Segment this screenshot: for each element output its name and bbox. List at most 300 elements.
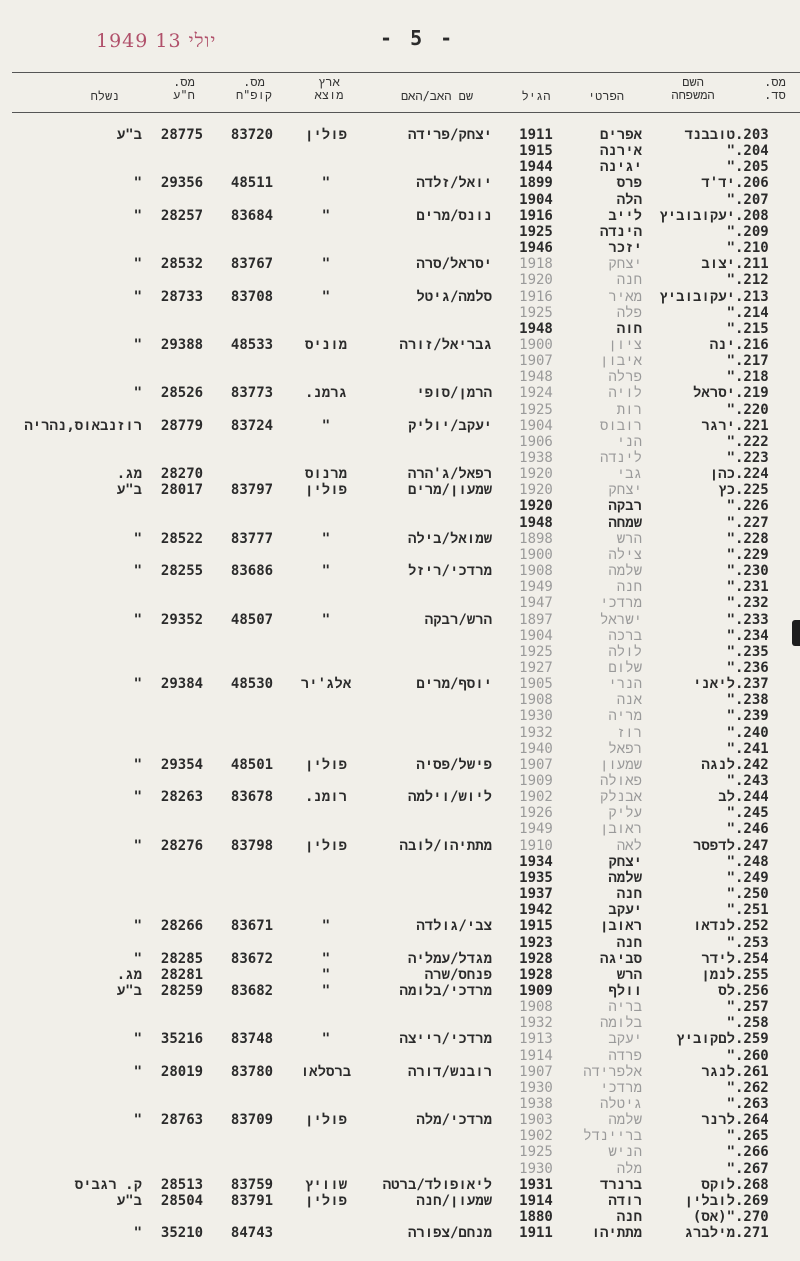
kupah-number-cell: 48511 <box>230 175 274 192</box>
serial-cell: .225 <box>735 482 769 499</box>
serial-cell: .229 <box>735 546 769 563</box>
surname-cell: " <box>726 821 735 838</box>
serial-cell: .236 <box>735 659 769 676</box>
kupah-number-cell: 83767 <box>230 256 274 273</box>
surname-cell: לנדאו <box>692 918 735 935</box>
given-name-cell: אירנה <box>599 143 642 160</box>
hi-number-cell: 28513 <box>160 1176 204 1193</box>
serial-cell: .259 <box>735 1031 769 1048</box>
birth-year-cell: 1940 <box>519 740 553 757</box>
table-row <box>0 1177 800 1193</box>
surname-cell: " <box>726 886 735 903</box>
surname-cell: " <box>726 934 735 951</box>
edge-tear-mark <box>792 620 800 646</box>
table-row <box>0 741 800 757</box>
serial-cell: .220 <box>735 401 769 418</box>
kupah-number-cell: 83780 <box>230 1063 274 1080</box>
table-row <box>0 175 800 191</box>
birth-year-cell: 1904 <box>519 417 553 434</box>
given-name-cell: ברנרד <box>599 1176 642 1193</box>
given-name-cell: הרש <box>616 966 642 983</box>
birth-year-cell: 1925 <box>519 304 553 321</box>
serial-cell: .232 <box>735 595 769 612</box>
parents-cell: מנחם/צפורה <box>407 1225 492 1242</box>
table-row <box>0 353 800 369</box>
origin-cell: " <box>321 288 331 305</box>
hi-number-cell: 28259 <box>160 982 204 999</box>
sent-to-cell: " <box>133 756 142 773</box>
serial-cell: .223 <box>735 450 769 466</box>
given-name-cell: מרדכי <box>599 1079 642 1096</box>
hi-number-cell: 28257 <box>160 207 204 224</box>
serial-cell: .216 <box>735 336 769 353</box>
serial-cell: .219 <box>735 385 769 402</box>
birth-year-cell: 1908 <box>519 563 553 580</box>
kupah-number-cell: 83671 <box>230 918 274 935</box>
table-row <box>0 482 800 498</box>
serial-cell: .268 <box>735 1176 769 1193</box>
birth-year-cell: 1897 <box>519 611 553 628</box>
surname-cell: יעקובוביץ <box>659 288 735 305</box>
sent-to-cell: " <box>133 1112 142 1129</box>
surname-cell: " <box>726 659 735 676</box>
sent-to-cell: " <box>133 563 142 580</box>
hi-number-cell: 28779 <box>160 417 204 434</box>
origin-cell: " <box>321 950 331 967</box>
kupah-number-cell: 84743 <box>230 1225 274 1242</box>
given-name-cell: חנה <box>616 1209 642 1226</box>
serial-cell: .212 <box>735 272 769 289</box>
serial-cell: .228 <box>735 530 769 547</box>
table-row <box>0 1161 800 1177</box>
sent-to-cell: " <box>133 207 142 224</box>
given-name-cell: יעקב <box>608 1031 642 1048</box>
serial-cell: .207 <box>735 191 769 208</box>
serial-cell: .230 <box>735 563 769 580</box>
parents-cell: צבי/גולדה <box>416 918 492 935</box>
birth-year-cell: 1925 <box>519 401 553 418</box>
kupah-number-cell: 48501 <box>230 756 274 773</box>
table-row <box>0 385 800 401</box>
table-row <box>0 789 800 805</box>
parents-cell: רובנש/דורה <box>407 1063 492 1080</box>
kupah-number-cell: 83684 <box>230 207 274 224</box>
surname-cell: לנגר <box>701 1063 735 1080</box>
table-row <box>0 805 800 821</box>
surname-cell: " <box>726 223 735 240</box>
surname-cell: לב <box>718 789 735 806</box>
given-name-cell: מאיר <box>608 288 642 305</box>
given-name-cell: לולה <box>608 643 642 660</box>
birth-year-cell: 1911 <box>519 1225 553 1242</box>
surname-cell: " <box>726 433 735 450</box>
surname-cell: לדפסר <box>692 837 735 854</box>
origin-cell: " <box>321 563 331 580</box>
serial-cell: .213 <box>735 288 769 305</box>
table-row <box>0 967 800 983</box>
surname-cell: לנגה <box>701 756 735 773</box>
given-name-cell: ישראל <box>599 611 642 628</box>
serial-cell: .227 <box>735 514 769 531</box>
serial-cell: .246 <box>735 821 769 838</box>
parents-cell: מתתיהו/לובה <box>399 837 492 854</box>
parents-cell: הרמן/סופי <box>416 385 492 402</box>
given-name-cell: יצחק <box>608 256 642 273</box>
kupah-number-cell: 83678 <box>230 789 274 806</box>
origin-cell: " <box>321 966 331 983</box>
birth-year-cell: 1880 <box>519 1209 553 1226</box>
sent-to-cell: " <box>133 288 142 305</box>
sent-to-cell: " <box>133 950 142 967</box>
sent-to-cell: " <box>133 1063 142 1080</box>
given-name-cell: יזכר <box>608 240 642 257</box>
parents-cell: מרדכי/מלה <box>416 1112 492 1129</box>
table-row <box>0 660 800 676</box>
surname-cell: " <box>726 724 735 741</box>
parents-cell: פישל/פסיה <box>416 756 492 773</box>
given-name-cell: גבי <box>616 466 642 483</box>
serial-cell: .231 <box>735 579 769 596</box>
table-row <box>0 983 800 999</box>
birth-year-cell: 1907 <box>519 353 553 370</box>
surname-cell: לידר <box>701 950 735 967</box>
table-row <box>0 838 800 854</box>
surname-cell: " <box>726 369 735 386</box>
serial-cell: .271 <box>735 1225 769 1242</box>
table-row <box>0 127 800 143</box>
surname-cell: " <box>726 579 735 596</box>
birth-year-cell: 1925 <box>519 643 553 660</box>
table-row <box>0 1096 800 1112</box>
serial-cell: .215 <box>735 320 769 337</box>
given-name-cell: יגינה <box>599 159 642 176</box>
kupah-number-cell: 83709 <box>230 1112 274 1129</box>
table-row <box>0 369 800 385</box>
surname-cell: לנמן <box>701 966 735 983</box>
hi-number-cell: 35216 <box>160 1031 204 1048</box>
hi-number-cell: 28526 <box>160 385 204 402</box>
birth-year-cell: 1914 <box>519 1192 553 1209</box>
serial-cell: .241 <box>735 740 769 757</box>
serial-cell: .237 <box>735 676 769 693</box>
table-row <box>0 1209 800 1225</box>
birth-year-cell: 1926 <box>519 805 553 822</box>
serial-cell: .214 <box>735 304 769 321</box>
table-row <box>0 1128 800 1144</box>
given-name-cell: חנה <box>616 934 642 951</box>
birth-year-cell: 1948 <box>519 320 553 337</box>
serial-cell: .251 <box>735 902 769 919</box>
given-name-cell: פאולה <box>599 773 642 789</box>
birth-year-cell: 1934 <box>519 853 553 870</box>
hi-number-cell: 28281 <box>160 966 204 983</box>
birth-year-cell: 1904 <box>519 191 553 208</box>
surname-cell: לובלין <box>684 1192 735 1209</box>
table-row <box>0 757 800 773</box>
birth-year-cell: 1930 <box>519 708 553 725</box>
origin-cell: ברסלאו <box>300 1063 352 1080</box>
hi-number-cell: 28276 <box>160 837 204 854</box>
given-name-cell: פרדה <box>608 1047 642 1064</box>
surname-cell: " <box>726 1096 735 1112</box>
table-row <box>0 402 800 418</box>
surname-cell: מילברג <box>684 1225 735 1242</box>
birth-year-cell: 1928 <box>519 950 553 967</box>
serial-cell: .206 <box>735 175 769 192</box>
parents-cell: גבריאל/זורה <box>399 336 492 353</box>
parents-cell: ליוש/וילמה <box>407 789 492 806</box>
kupah-number-cell <box>220 967 284 983</box>
sent-to-cell: " <box>133 385 142 402</box>
table-row <box>0 595 800 611</box>
sent-to-cell: ק. רגביס <box>74 1176 142 1193</box>
given-name-cell: יצחק <box>608 853 642 870</box>
sent-to-cell: " <box>133 789 142 806</box>
kupah-number-cell: 83724 <box>230 417 274 434</box>
kupah-number-cell: 48507 <box>230 611 274 628</box>
surname-cell: יצוב <box>701 256 735 273</box>
parents-cell: יסראל/סרה <box>416 256 492 273</box>
table-row <box>0 1048 800 1064</box>
table-row <box>0 159 800 175</box>
header-year: הגיל <box>521 89 551 103</box>
birth-year-cell: 1949 <box>519 579 553 596</box>
given-name-cell: שלמה <box>608 1112 642 1129</box>
kupah-number-cell: 83773 <box>230 385 274 402</box>
surname-cell: " <box>726 740 735 757</box>
given-name-cell: חנה <box>616 579 642 596</box>
kupah-number-cell <box>220 466 284 482</box>
sent-to-cell: מג. <box>116 466 142 483</box>
table-row <box>0 1225 800 1241</box>
parents-cell: יואל/זלדה <box>416 175 492 192</box>
header-given: הפרטי <box>587 89 624 103</box>
birth-year-cell: 1911 <box>519 127 553 143</box>
sent-to-cell: ב"ע <box>116 982 142 999</box>
hi-number-cell: 28255 <box>160 563 204 580</box>
birth-year-cell: 1924 <box>519 385 553 402</box>
surname-cell: " <box>726 159 735 176</box>
given-name-cell: מלה <box>616 1160 642 1177</box>
surname-cell: " <box>726 353 735 370</box>
hi-number-cell: 28522 <box>160 530 204 547</box>
surname-cell: " <box>726 304 735 321</box>
origin-cell: פולין <box>304 756 347 773</box>
hi-number-cell: 29384 <box>160 676 204 693</box>
parents-cell: סלמה/גיטל <box>416 288 492 305</box>
table-row <box>0 1015 800 1031</box>
birth-year-cell: 1918 <box>519 256 553 273</box>
given-name-cell: רבקה <box>608 498 642 515</box>
serial-cell: .221 <box>735 417 769 434</box>
serial-cell: .262 <box>735 1079 769 1096</box>
table-row <box>0 725 800 741</box>
serial-cell: .233 <box>735 611 769 628</box>
given-name-cell: ראובן <box>599 918 642 935</box>
surname-cell: " <box>726 773 735 789</box>
birth-year-cell: 1904 <box>519 627 553 644</box>
serial-cell: .252 <box>735 918 769 935</box>
table-row <box>0 886 800 902</box>
serial-cell: .217 <box>735 353 769 370</box>
serial-cell: .243 <box>735 773 769 789</box>
birth-year-cell: 1948 <box>519 369 553 386</box>
parents-cell: ליאופולד/ברטה <box>382 1176 492 1193</box>
given-name-cell: בריינדל <box>583 1128 642 1145</box>
table-row <box>0 644 800 660</box>
given-name-cell: ראובן <box>599 821 642 838</box>
surname-cell: " <box>726 1047 735 1064</box>
origin-cell: " <box>321 918 331 935</box>
serial-cell: .234 <box>735 627 769 644</box>
kupah-number-cell: 83777 <box>230 530 274 547</box>
birth-year-cell: 1930 <box>519 1160 553 1177</box>
table-row <box>0 692 800 708</box>
serial-cell: .266 <box>735 1144 769 1161</box>
table-row <box>0 531 800 547</box>
birth-year-cell: 1944 <box>519 159 553 176</box>
table-row <box>0 579 800 595</box>
given-name-cell: הינדה <box>599 223 642 240</box>
sent-to-cell: " <box>133 336 142 353</box>
sent-to-cell: " <box>133 1031 142 1048</box>
serial-cell: .240 <box>735 724 769 741</box>
given-name-cell: הני <box>616 433 642 450</box>
given-name-cell: שלמה <box>608 563 642 580</box>
table-row <box>0 289 800 305</box>
kupah-number-cell: 83759 <box>230 1176 274 1193</box>
table-row <box>0 192 800 208</box>
header-parents: שם האב/האם <box>400 89 474 103</box>
given-name-cell: מריה <box>608 708 642 725</box>
table-row <box>0 305 800 321</box>
serial-cell: .253 <box>735 934 769 951</box>
surname-cell: " <box>726 498 735 515</box>
origin-cell: " <box>321 256 331 273</box>
surname-cell: ליאני <box>692 676 735 693</box>
hi-number-cell: 29356 <box>160 175 204 192</box>
birth-year-cell: 1931 <box>519 1176 553 1193</box>
serial-cell: .203 <box>735 127 769 143</box>
birth-year-cell: 1920 <box>519 272 553 289</box>
surname-cell: " <box>726 191 735 208</box>
given-name-cell: פרלה <box>608 369 642 386</box>
header-origin: ארץ מוצא <box>314 75 344 102</box>
surname-cell: " <box>726 143 735 160</box>
given-name-cell: שמחה <box>608 514 642 531</box>
kupah-number-cell: 83798 <box>230 837 274 854</box>
parents-cell: יעקב/יוליק <box>407 417 492 434</box>
serial-cell: .256 <box>735 982 769 999</box>
birth-year-cell: 1913 <box>519 1031 553 1048</box>
birth-year-cell: 1910 <box>519 837 553 854</box>
birth-year-cell: 1932 <box>519 1015 553 1032</box>
surname-cell: " <box>726 1144 735 1161</box>
date-stamp: 1949 יולי 13 <box>96 30 217 52</box>
parents-cell: שמואל/בילה <box>407 530 492 547</box>
parents-cell: פנחס/שרה <box>424 966 492 983</box>
given-name-cell: אפרים <box>599 127 642 143</box>
surname-cell: כץ <box>718 482 735 499</box>
serial-cell: .254 <box>735 950 769 967</box>
sent-to-cell: ב"ע <box>116 1192 142 1209</box>
birth-year-cell: 1925 <box>519 223 553 240</box>
table-row <box>0 918 800 934</box>
kupah-number-cell: 83708 <box>230 288 274 305</box>
parents-cell: מרדכי/בלומה <box>399 982 492 999</box>
origin-cell <box>290 1225 362 1241</box>
birth-year-cell: 1942 <box>519 902 553 919</box>
birth-year-cell: 1907 <box>519 756 553 773</box>
serial-cell: .249 <box>735 869 769 886</box>
table-row <box>0 224 800 240</box>
serial-cell: .226 <box>735 498 769 515</box>
parents-cell: הרש/רבקה <box>424 611 492 628</box>
surname-cell: " <box>726 869 735 886</box>
given-name-cell: הלה <box>616 191 642 208</box>
parents-cell: מרדכי/רייצה <box>399 1031 492 1048</box>
birth-year-cell: 1938 <box>519 1096 553 1112</box>
table-row <box>0 1193 800 1209</box>
origin-cell: " <box>321 1031 331 1048</box>
given-name-cell: פרס <box>616 175 642 192</box>
given-name-cell: לינדה <box>599 450 642 466</box>
table-row <box>0 999 800 1015</box>
page-number: - 5 - <box>380 26 456 50</box>
table-row <box>0 321 800 337</box>
given-name-cell: חוה <box>616 320 642 337</box>
hi-number-cell: 28532 <box>160 256 204 273</box>
given-name-cell: איבון <box>599 353 642 370</box>
origin-cell: מרנוס <box>304 466 347 483</box>
sent-to-cell: " <box>133 530 142 547</box>
table-row <box>0 1144 800 1160</box>
kupah-number-cell: 83672 <box>230 950 274 967</box>
birth-year-cell: 1905 <box>519 676 553 693</box>
hi-number-cell: 28017 <box>160 482 204 499</box>
serial-cell: .269 <box>735 1192 769 1209</box>
surname-cell: לרנר <box>701 1112 735 1129</box>
surname-cell: לםקוביץ <box>676 1031 735 1048</box>
hi-number-cell: 28775 <box>160 127 204 143</box>
birth-year-cell: 1909 <box>519 773 553 789</box>
table-row <box>0 515 800 531</box>
serial-cell: .211 <box>735 256 769 273</box>
serial-cell: .250 <box>735 886 769 903</box>
surname-cell: לס <box>718 982 735 999</box>
origin-cell: פולין <box>304 1112 347 1129</box>
birth-year-cell: 1903 <box>519 1112 553 1129</box>
surname-cell: " <box>726 530 735 547</box>
given-name-cell: ברכה <box>608 627 642 644</box>
origin-cell: " <box>321 982 331 999</box>
hi-number-cell: 35210 <box>160 1225 204 1242</box>
hi-number-cell: 29354 <box>160 756 204 773</box>
table-row <box>0 547 800 563</box>
table-row <box>0 870 800 886</box>
sent-to-cell: רוזנבאוס,נהריה <box>24 417 142 434</box>
serial-cell: .238 <box>735 692 769 709</box>
kupah-number-cell: 48530 <box>230 676 274 693</box>
surname-cell: יעקובוביץ <box>659 207 735 224</box>
given-name-cell: יעקב <box>608 902 642 919</box>
sent-to-cell: " <box>133 611 142 628</box>
serial-cell: .245 <box>735 805 769 822</box>
surname-cell: " <box>726 611 735 628</box>
serial-cell: .239 <box>735 708 769 725</box>
hi-number-cell: 28504 <box>160 1192 204 1209</box>
birth-year-cell: 1916 <box>519 288 553 305</box>
